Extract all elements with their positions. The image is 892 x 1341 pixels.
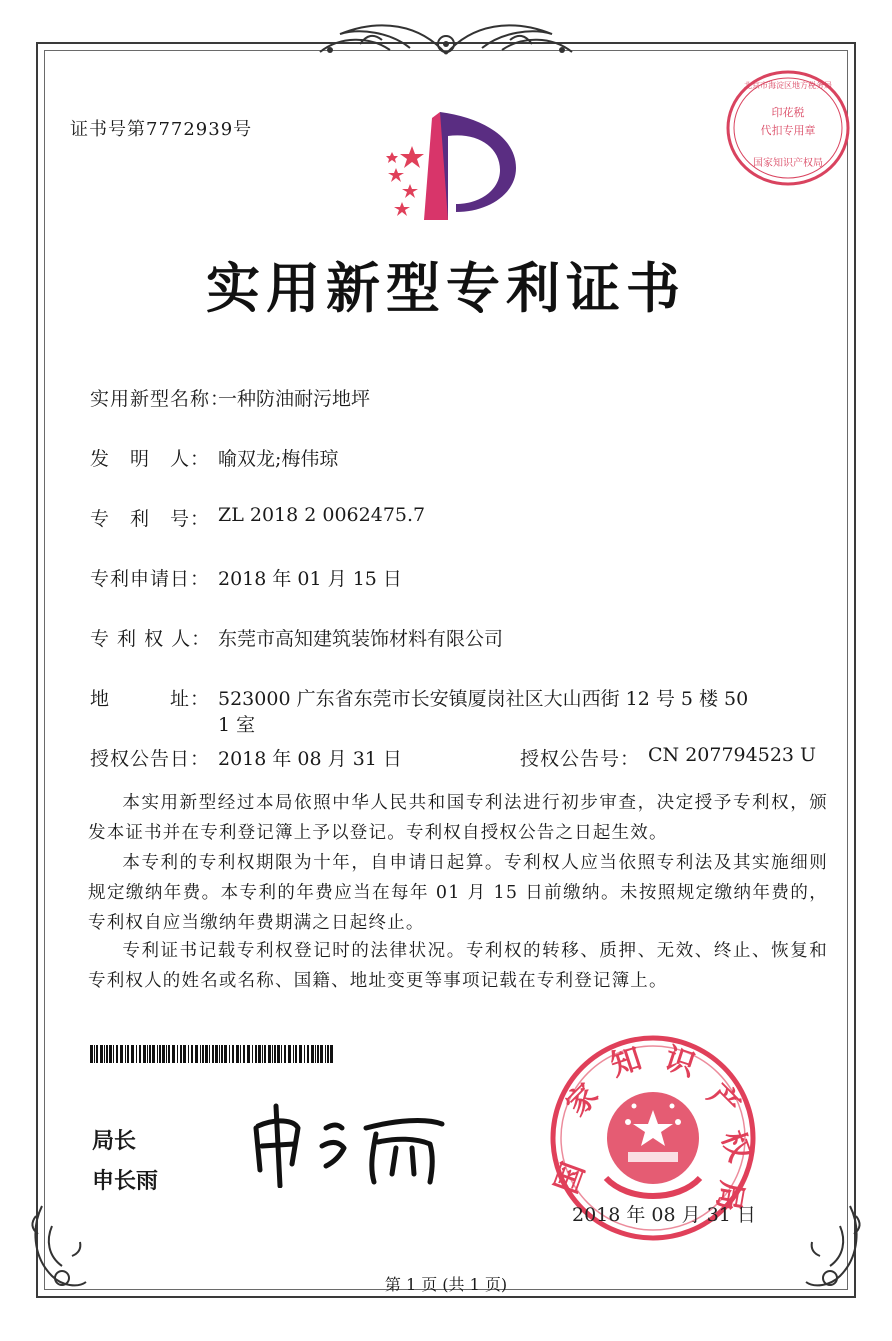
- svg-text:代扣专用章: 代扣专用章: [760, 124, 816, 137]
- director-name: 申长雨: [92, 1168, 159, 1194]
- director-title: 局长: [92, 1128, 137, 1154]
- grant-number-value: CN 207794523 U: [648, 744, 817, 766]
- patent-number-value: ZL 2018 2 0062475.7: [218, 504, 426, 526]
- grant-date-value: 2018 年 08 月 31 日: [218, 748, 402, 770]
- svg-text:权: 权: [713, 1126, 758, 1167]
- page-number: 第 1 页 (共 1 页): [384, 1275, 508, 1294]
- tax-stamp: [722, 66, 854, 190]
- svg-text:国: 国: [548, 1158, 593, 1199]
- svg-text:北京市海淀区地方税务局: 北京市海淀区地方税务局: [744, 81, 832, 90]
- svg-text:国家知识产权局: 国家知识产权局: [753, 158, 823, 169]
- svg-text:知: 知: [606, 1041, 646, 1084]
- paragraph-2: 本专利的专利权期限为十年，自申请日起算。专利权人应当依照专利法及其实施细则规定缴纳年费。本专利的年费应当在每年 01 月 15 日前缴纳。未按照规定缴纳年费的，专利权自应当缴纳年费期满之日起终止。: [88, 853, 828, 933]
- patent-office-logo: [376, 112, 524, 222]
- svg-text:家: 家: [559, 1077, 606, 1124]
- svg-text:局: 局: [709, 1178, 750, 1214]
- name-label: 实用新型名称：: [90, 388, 231, 410]
- patent-number-label: 专 利 号：: [90, 508, 211, 530]
- seal-date: 2018 年 08 月 31 日: [572, 1204, 756, 1226]
- inventor-label: 发 明 人：: [90, 448, 211, 470]
- paragraph-3: 专利证书记载专利权登记时的法律状况。专利权的转移、质押、无效、终止、恢复和专利权人的姓名或名称、国籍、地址变更等事项记载在专利登记簿上。: [88, 941, 828, 991]
- inventor-value: 喻双龙;梅伟琼: [218, 448, 339, 470]
- svg-text:印花税: 印花税: [771, 106, 805, 119]
- svg-text:识: 识: [660, 1041, 700, 1084]
- svg-text:产: 产: [700, 1077, 747, 1124]
- certificate-title: 实用新型专利证书: [206, 256, 686, 320]
- name-value: 一种防油耐污地坪: [218, 388, 371, 410]
- barcode: [90, 1045, 336, 1063]
- address-label: 地 址：: [90, 688, 211, 710]
- filing-date-label: 专利申请日：: [90, 568, 211, 590]
- filing-date-value: 2018 年 01 月 15 日: [218, 568, 402, 590]
- handwritten-signature: [246, 1098, 466, 1188]
- address-value-line2: 1 室: [218, 714, 256, 736]
- paragraph-1: 本实用新型经过本局依照中华人民共和国专利法进行初步审查，决定授予专利权，颁发本证书并在专利登记簿上予以登记。专利权自授权公告之日起生效。: [88, 793, 828, 843]
- top-ornament: [300, 14, 592, 66]
- grant-date-label: 授权公告日：: [90, 748, 211, 770]
- grant-number-label: 授权公告号：: [520, 748, 641, 770]
- certificate-number: 证书号第7772939号: [70, 119, 253, 140]
- address-value-line1: 523000 广东省东莞市长安镇厦岗社区大山西街 12 号 5 楼 50: [218, 688, 749, 710]
- patentee-value: 东莞市高知建筑装饰材料有限公司: [218, 628, 504, 650]
- patentee-label: 专 利 权 人：: [90, 628, 212, 650]
